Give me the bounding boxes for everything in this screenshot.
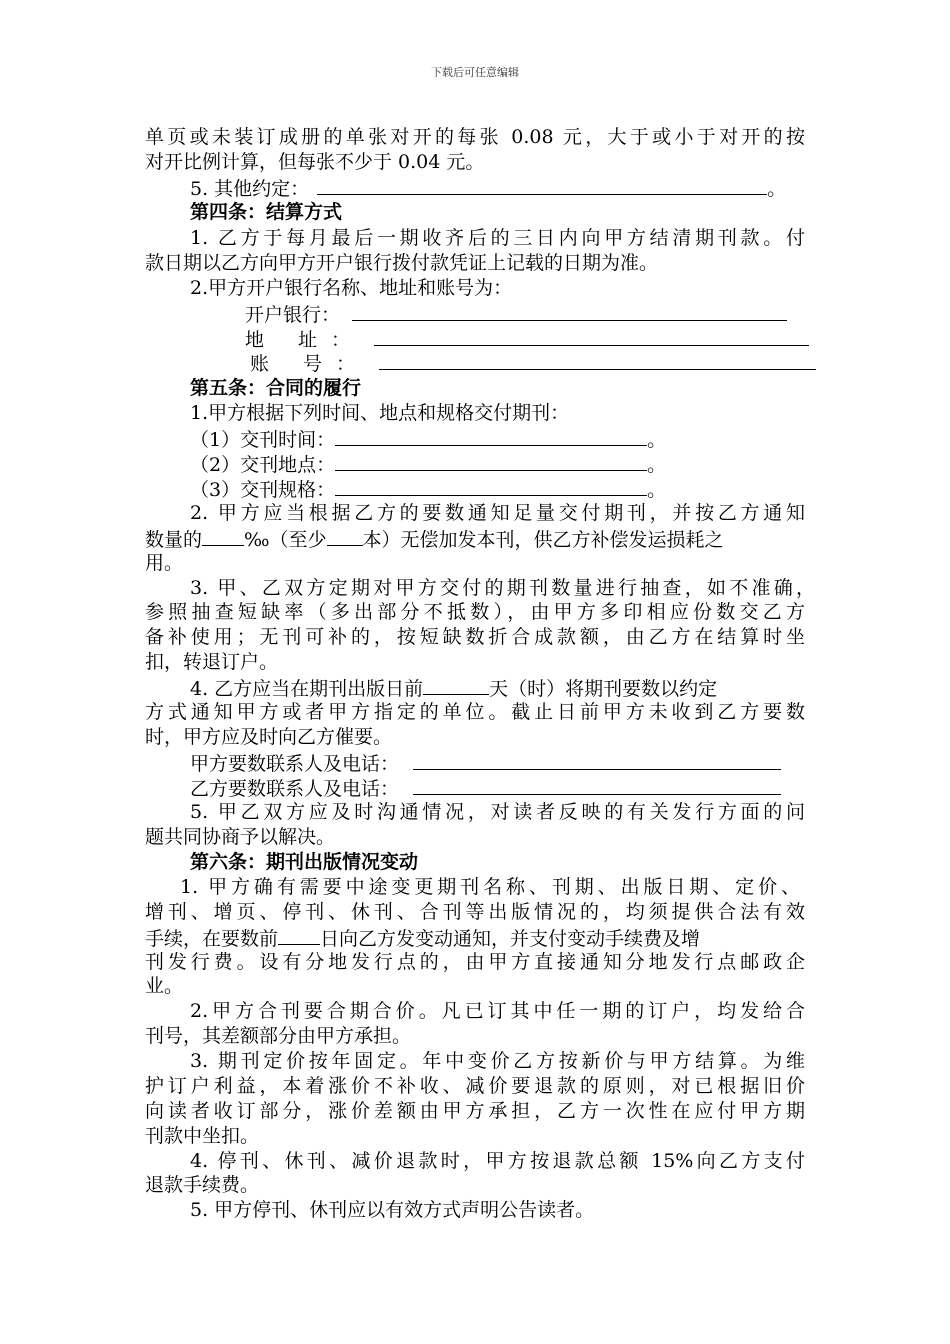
paragraph-line: 2. 甲方应当根据乙方的要数通知足量交付期刊，并按乙方通知 bbox=[190, 502, 805, 524]
section-title-6: 第六条：期刊出版情况变动 bbox=[190, 851, 419, 873]
paragraph-line: 刊号，其差额部分由甲方承担。 bbox=[145, 1025, 412, 1047]
paragraph-line: 业。 bbox=[145, 975, 184, 997]
section-title-5: 第五条：合同的履行 bbox=[190, 377, 362, 399]
paragraph-line: 3. 期刊定价按年固定。年中变价乙方按新价与甲方结算。为维 bbox=[190, 1050, 805, 1072]
party-b-contact-line: 乙方要数联系人及电话： bbox=[190, 775, 781, 799]
blank-line bbox=[335, 476, 647, 496]
paragraph-line: 5. 甲方停刊、休刊应以有效方式声明公告读者。 bbox=[190, 1199, 595, 1221]
delivery-time-line: （1）交刊时间： 。 bbox=[190, 426, 666, 450]
paragraph-line: 2.甲方合刊要合期合价。凡已订其中任一期的订户，均发给合 bbox=[190, 1000, 805, 1022]
paragraph-line: 刊发行费。设有分地发行点的，由甲方直接通知分地发行点邮政企 bbox=[145, 951, 805, 973]
paragraph-line: 对开比例计算，但每张不少于 0.04 元。 bbox=[145, 151, 485, 173]
delivery-place-line: （2）交刊地点： 。 bbox=[190, 451, 666, 475]
paragraph-line: 刊款中坐扣。 bbox=[145, 1125, 260, 1147]
paragraph-line: 单页或未装订成册的单张对开的每张 0.08 元，大于或小于对开的按 bbox=[145, 126, 805, 148]
paragraph-line: 5. 甲乙双方应及时沟通情况，对读者反映的有关发行方面的问 bbox=[190, 801, 805, 823]
blank-line bbox=[423, 675, 489, 695]
paragraph-line: 方式通知甲方或者甲方指定的单位。截止日前甲方未收到乙方要数 bbox=[145, 701, 805, 723]
paragraph-line: 用。 bbox=[145, 552, 184, 574]
paragraph-line: 3. 甲、乙双方定期对甲方交付的期刊数量进行抽查，如不准确， bbox=[190, 577, 815, 599]
paragraph-line: 1. 乙方于每月最后一期收齐后的三日内向甲方结清期刊款。付 bbox=[190, 227, 805, 249]
paragraph-line: 题共同协商予以解决。 bbox=[145, 826, 336, 848]
delivery-spec-line: （3）交刊规格： 。 bbox=[190, 476, 666, 500]
section-title-4: 第四条：结算方式 bbox=[190, 201, 343, 223]
paragraph-line: 参照抽查短缺率（多出部分不抵数），由甲方多印相应份数交乙方 bbox=[145, 601, 805, 623]
other-terms-line: 5. 其他约定： 。 bbox=[190, 175, 786, 199]
blank-line bbox=[413, 750, 781, 770]
blank-line bbox=[352, 301, 787, 321]
paragraph-line: 扣，转退订户。 bbox=[145, 651, 279, 673]
paragraph-line: 1.甲方根据下列时间、地点和规格交付期刊： bbox=[190, 402, 570, 424]
account-line: 账 号： bbox=[250, 350, 816, 374]
party-a-contact-line: 甲方要数联系人及电话： bbox=[190, 750, 781, 774]
blank-line bbox=[374, 326, 809, 346]
blank-line bbox=[317, 175, 767, 195]
paragraph-line: 备补使用；无刊可补的，按短缺数折合成款额，由乙方在结算时坐 bbox=[145, 626, 805, 648]
blank-line bbox=[335, 451, 647, 471]
paragraph-line: 款日期以乙方向甲方开户银行拨付款凭证上记载的日期为准。 bbox=[145, 252, 659, 274]
bank-name-line: 开户银行： bbox=[245, 301, 787, 325]
blank-line bbox=[335, 426, 647, 446]
paragraph-line: 4. 停刊、休刊、减价退款时，甲方按退款总额 15%向乙方支付 bbox=[190, 1150, 805, 1172]
paragraph-line: 1. 甲方确有需要中途变更期刊名称、刊期、出版日期、定价、 bbox=[180, 876, 800, 898]
blank-line bbox=[202, 526, 244, 546]
paragraph-line: 数量的 ‰（至少 本）无偿加发本刊，供乙方补偿发运损耗之 bbox=[145, 526, 724, 550]
blank-line bbox=[379, 350, 816, 370]
blank-line bbox=[327, 526, 363, 546]
paragraph-line: 护订户利益，本着涨价不补收、减价要退款的原则，对已根据旧价 bbox=[145, 1075, 805, 1097]
paragraph-line: 退款手续费。 bbox=[145, 1174, 260, 1196]
paragraph-line: 向读者收订部分，涨价差额由甲方承担，乙方一次性在应付甲方期 bbox=[145, 1100, 805, 1122]
paragraph-line: 时，甲方应及时向乙方催要。 bbox=[145, 726, 393, 748]
blank-line bbox=[278, 925, 320, 945]
paragraph-line: 手续，在要数前 日向乙方发变动通知，并支付变动手续费及增 bbox=[145, 925, 700, 949]
page-header-note: 下载后可任意编辑 bbox=[431, 66, 519, 79]
paragraph-line: 4. 乙方应当在期刊出版日前 天（时）将期刊要数以约定 bbox=[190, 675, 717, 699]
paragraph-line: 增刊、增页、停刊、休刊、合刊等出版情况的，均须提供合法有效 bbox=[145, 901, 805, 923]
blank-line bbox=[413, 775, 781, 795]
address-line: 地 址： bbox=[245, 326, 809, 350]
paragraph-line: 2.甲方开户银行名称、地址和账号为： bbox=[190, 277, 513, 299]
